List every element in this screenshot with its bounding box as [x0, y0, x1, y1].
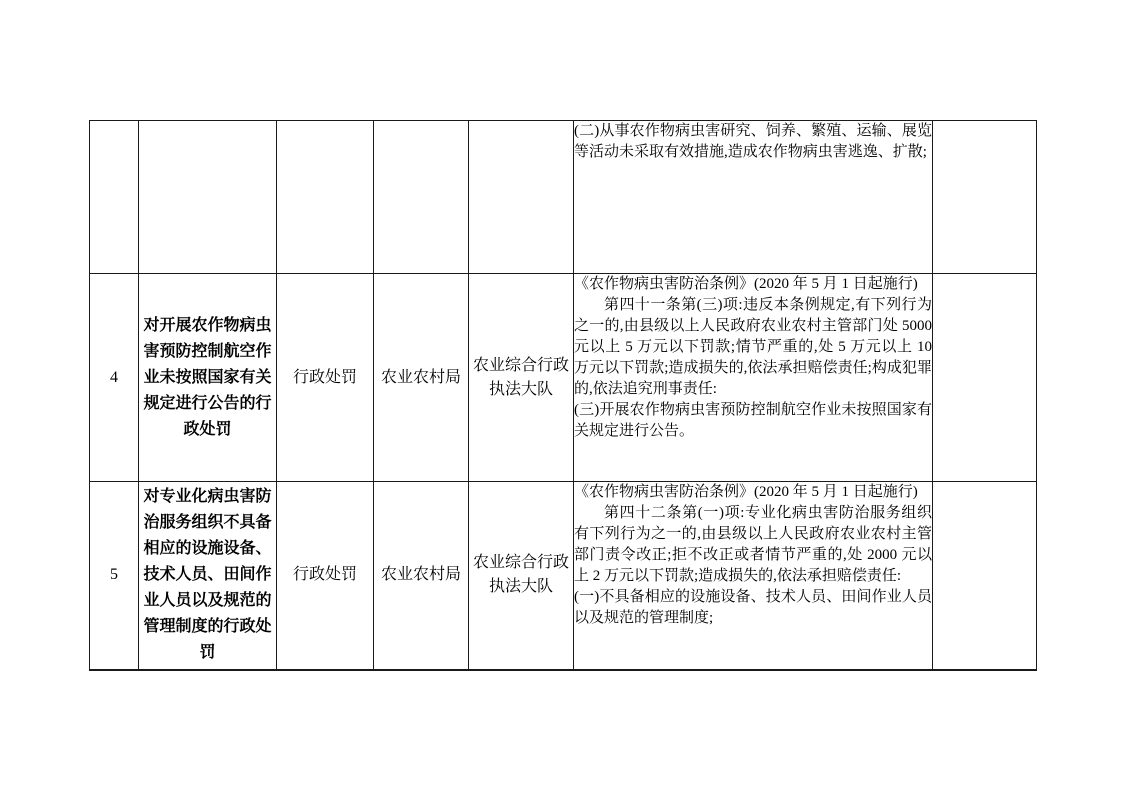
cell-remark: [933, 274, 1037, 482]
legal-paragraph: 第四十一条第(三)项:违反本条例规定,有下列行为之一的,由县级以上人民政府农业农村主管部门处 5000 元以上 5 万元以下罚款;情节严重的,处 5 万元以上 10 万元以下罚款;造成损失的,依法承担赔偿责任;构成犯罪的,依法追究刑事责任:: [574, 297, 932, 397]
cell-enforcement-agency: [469, 121, 574, 274]
cell-item-name: 对专业化病虫害防治服务组织不具备相应的设施设备、技术人员、田间作业人员以及规范的管理制度的行政处罚: [139, 482, 277, 670]
cell-enforcement-agency: 农业综合行政执法大队: [469, 274, 574, 482]
cell-power-type: [277, 121, 374, 274]
table-row-item-5: [90, 482, 1037, 670]
cell-remark: [933, 121, 1037, 274]
cell-item-name: [139, 121, 277, 274]
cell-power-type: 行政处罚: [277, 482, 374, 670]
cell-department: 农业农村局: [374, 482, 469, 670]
cell-department: [374, 121, 469, 274]
legal-paragraph: 《农作物病虫害防治条例》(2020 年 5 月 1 日起施行): [574, 484, 918, 500]
legal-paragraph: (二)从事农作物病虫害研究、饲养、繁殖、运输、展览等活动未采取有效措施,造成农作物病虫害逃逸、扩散;: [574, 123, 932, 160]
cell-enforcement-agency: 农业综合行政执法大队: [469, 482, 574, 670]
cell-legal-basis: [574, 274, 933, 482]
legal-paragraph: 第四十二条第(一)项:专业化病虫害防治服务组织有下列行为之一的,由县级以上人民政府农业农村主管部门责令改正;拒不改正或者情节严重的,处 2000 元以上 2 万元以下罚款;造成损失的,依法承担赔偿责任:: [574, 505, 932, 584]
legal-paragraph: 《农作物病虫害防治条例》(2020 年 5 月 1 日起施行): [574, 276, 918, 292]
cell-item-name: 对开展农作物病虫害预防控制航空作业未按照国家有关规定进行公告的行政处罚: [139, 274, 277, 482]
cell-legal-basis: [574, 121, 933, 274]
penalty-items-table: [89, 120, 1037, 671]
cell-department: 农业农村局: [374, 274, 469, 482]
cell-remark: [933, 482, 1037, 670]
cell-serial-number: 4: [90, 274, 139, 482]
cell-serial-number: [90, 121, 139, 274]
legal-paragraph: (一)不具备相应的设施设备、技术人员、田间作业人员以及规范的管理制度;: [574, 589, 932, 626]
cell-serial-number: 5: [90, 482, 139, 670]
table-row-continuation: [90, 121, 1037, 274]
table-row-item-4: [90, 274, 1037, 482]
legal-paragraph: (三)开展农作物病虫害预防控制航空作业未按照国家有关规定进行公告。: [574, 402, 932, 439]
cell-power-type: 行政处罚: [277, 274, 374, 482]
cell-legal-basis: [574, 482, 933, 670]
